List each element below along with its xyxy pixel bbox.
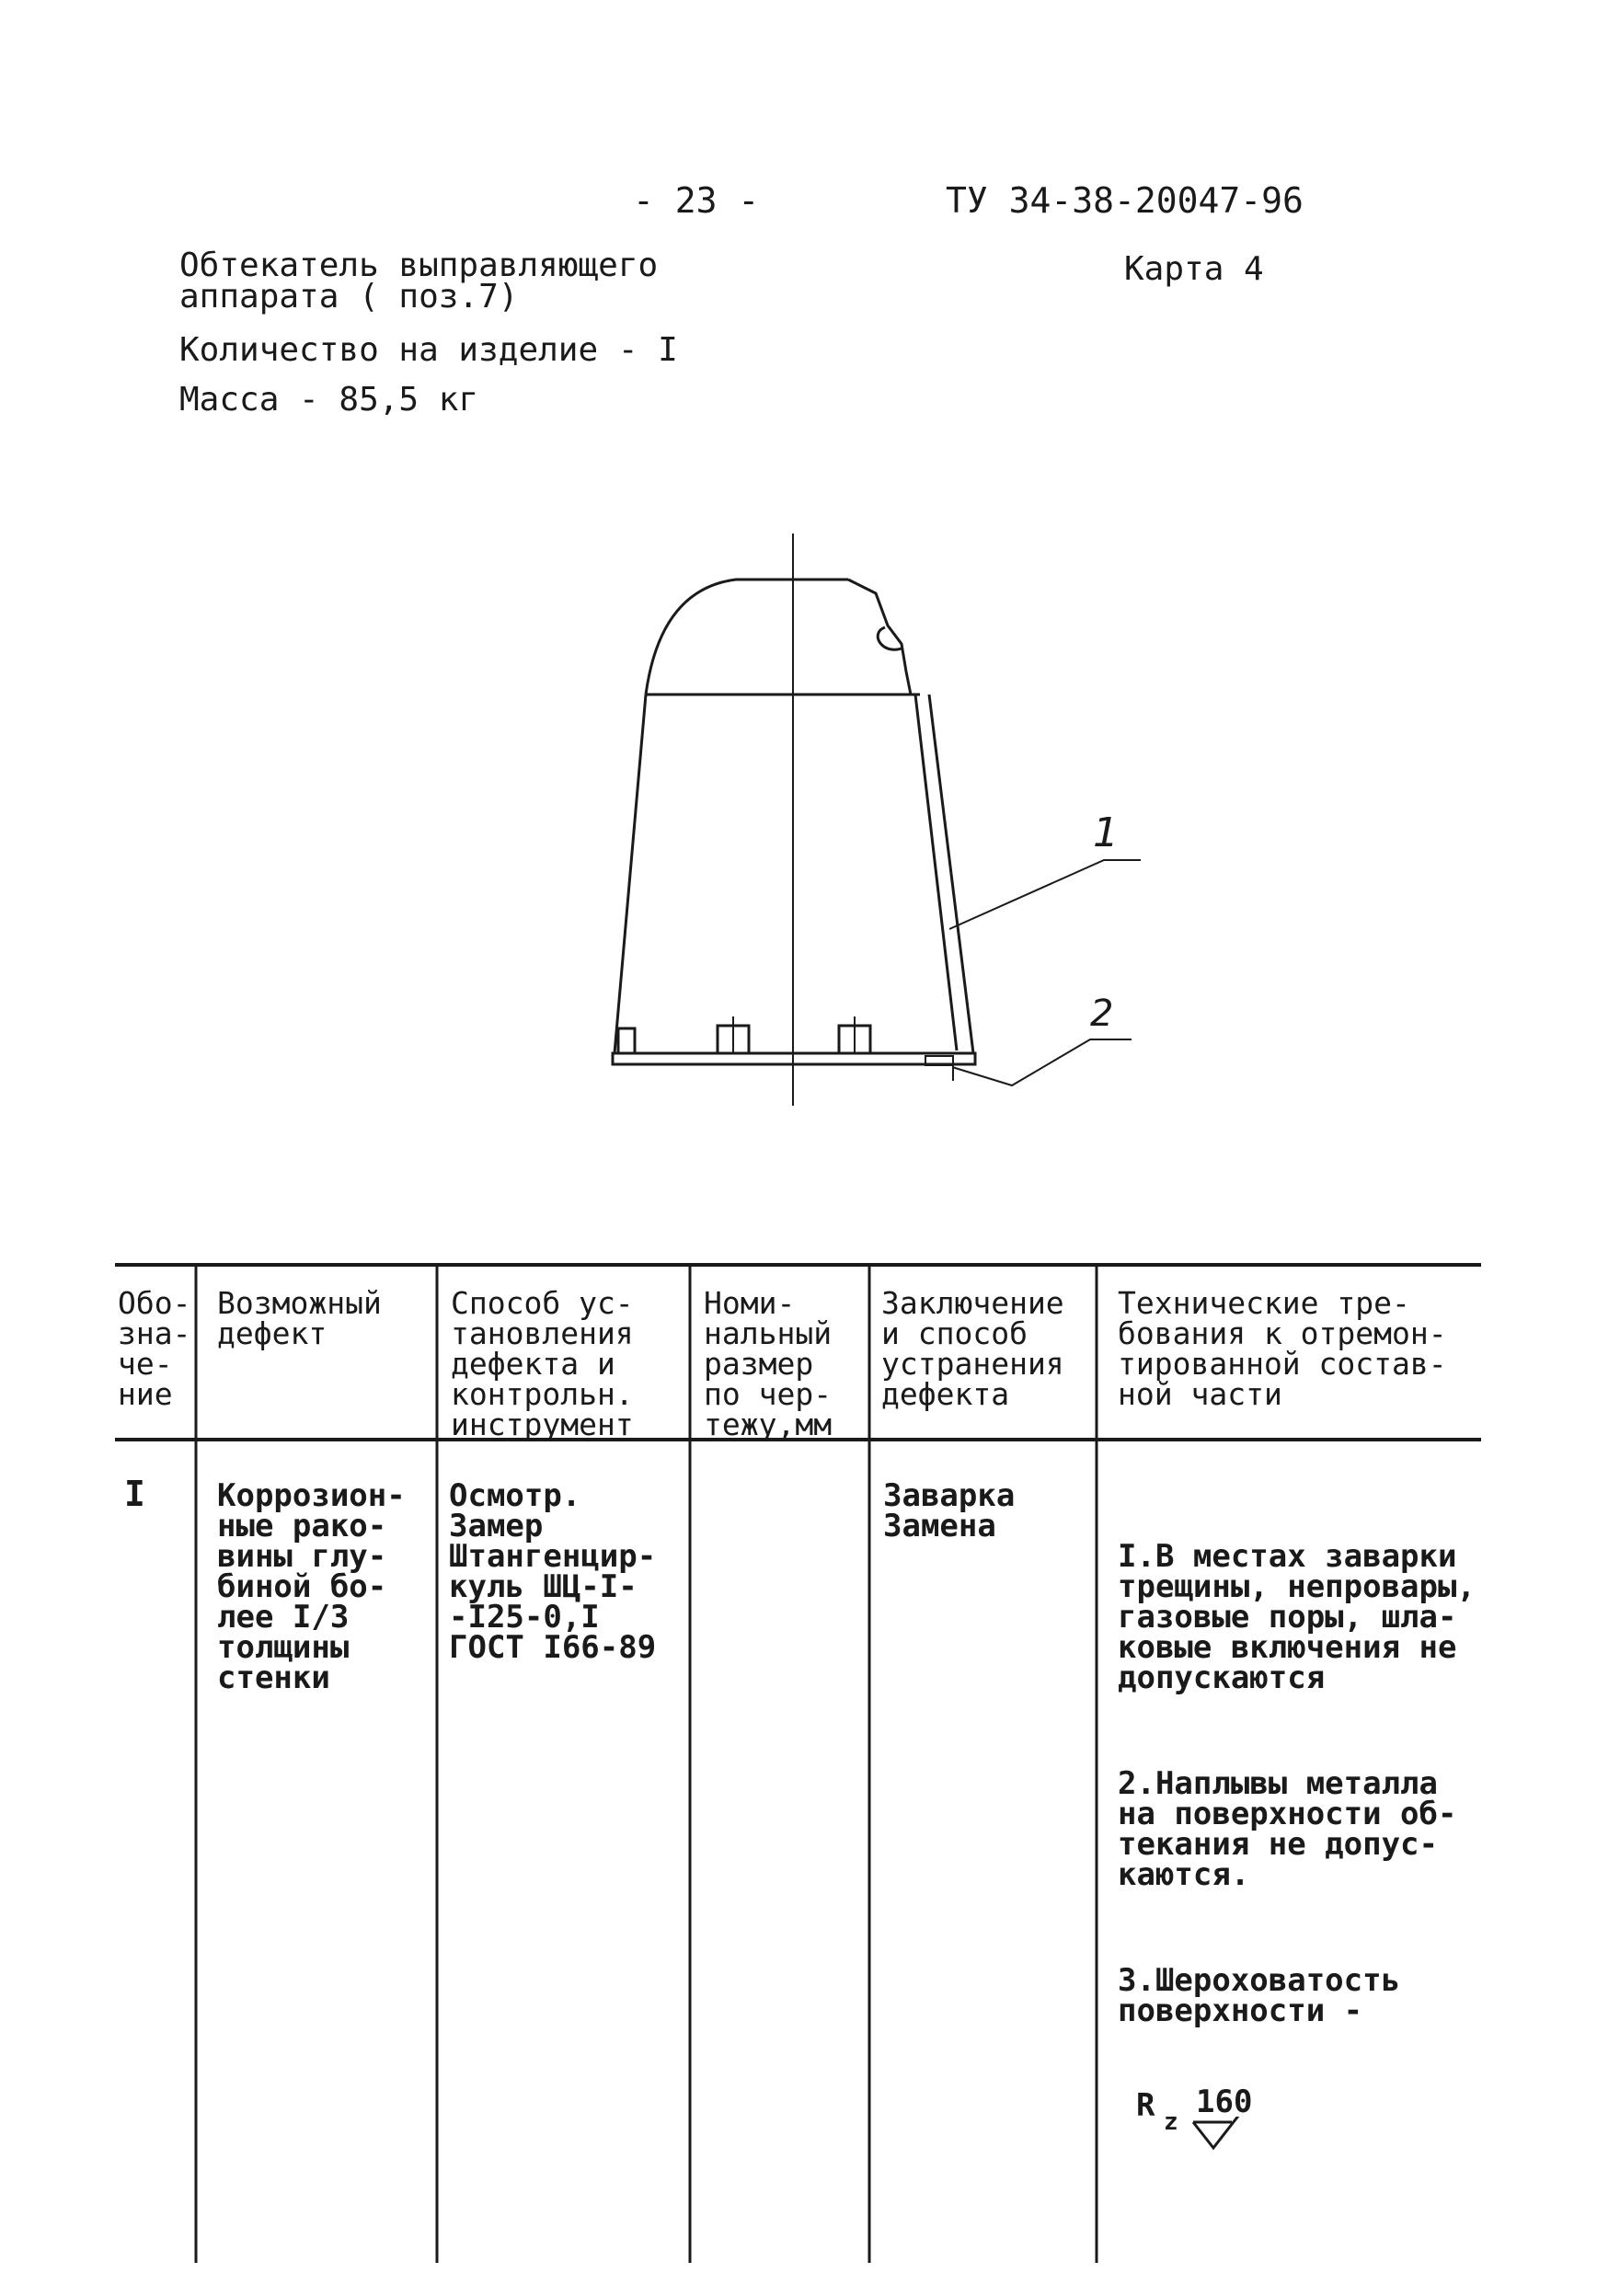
row-defect: Коррозион- ные рако- вины глу- биной бо- лее I/3 толщины стенки (217, 1477, 406, 1696)
part-name-line-2: аппарата ( поз.7) (179, 278, 519, 316)
roughness-value (1118, 2084, 1476, 2146)
header-conclusion: Заключение и способ устранения дефекта (881, 1285, 1064, 1412)
card-number: Карта 4 (1124, 250, 1264, 288)
bolt-1 (618, 1028, 635, 1053)
dome-outline (646, 580, 848, 695)
roughness-triangle-icon (1191, 2117, 1274, 2153)
row-conclusion: Заварка Замена (883, 1477, 1016, 1544)
roughness-subscript: z (1164, 2108, 1178, 2136)
body-left (615, 695, 646, 1053)
document-code: ТУ 34-38-20047-96 (946, 180, 1304, 221)
header-nominal-size: Номи- нальный размер по чер- тежу,мм (704, 1285, 833, 1442)
leader-2 (952, 1039, 1132, 1085)
callout-1: 1 (1093, 809, 1119, 856)
header-detection-method: Способ ус- тановления дефекта и контрольн. инструмент (451, 1285, 634, 1442)
fairing-drawing (589, 524, 1159, 1113)
roughness-number: 160 (1196, 2084, 1253, 2120)
requirement-2: 2.Наплывы металла на поверхности об- текания не допус- каются. (1118, 1765, 1457, 1893)
callout-2: 2 (1090, 993, 1114, 1035)
part-mass: Масса - 85,5 кг (179, 381, 479, 419)
row-designation: I (124, 1474, 145, 1514)
part-name-line-1: Обтекатель выправляющего (179, 247, 659, 284)
roughness-symbol: R (1136, 2087, 1155, 2124)
page-number: - 23 - (633, 180, 760, 221)
part-name (179, 247, 659, 316)
quantity-per-product: Количество на изделие - I (179, 331, 678, 369)
dome-wall-right (848, 580, 911, 695)
row-requirements (1118, 1481, 1476, 2176)
requirement-1: I.В местах заварки трещины, непровары, газовые поры, шла- ковые включения не допускаются (1118, 1538, 1476, 1696)
header-designation: Обо- зна- че- ние (118, 1285, 191, 1412)
row-method: Осмотр. Замер Штангенцир- куль ШЦ-I- -I25-0,I ГОСТ I66-89 (449, 1477, 657, 1666)
leader-1 (949, 860, 1141, 929)
header-requirements: Технические тре- бования к отремон- тированной состав- ной части (1118, 1285, 1447, 1412)
requirement-3: 3.Шероховатость поверхности - (1118, 1962, 1401, 2029)
header-defect: Возможный дефект (217, 1285, 382, 1351)
